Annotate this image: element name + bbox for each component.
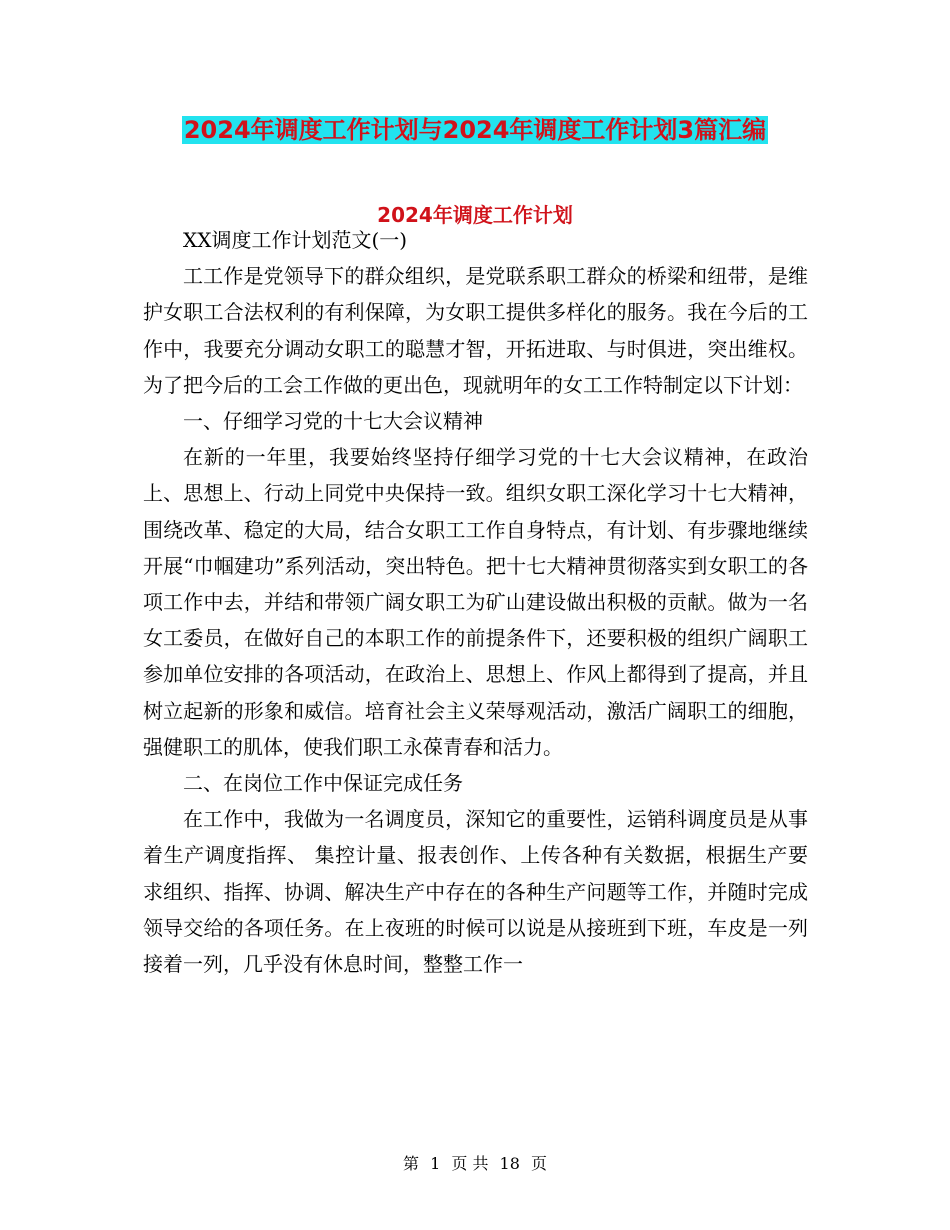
- subheading-template-title: XX调度工作计划范文(一): [183, 228, 408, 252]
- document-title-text: 2024年调度工作计划与2024年调度工作计划3篇汇编: [183, 116, 767, 144]
- paragraph-job-tasks: 在工作中，我做为一名调度员，深知它的重要性，运销科调度员是从事着生产调度指挥、 集控计量、报表创作、上传各种有关数据，根据生产要求组织、指挥、协调、解决生产中存在的各种生产问题等工作，并随时完成领导交给的各项任务。在上夜班的时候可以说是从接班到下班，车皮是一列接着一列，几乎没有休息时间，整整工作一: [143, 807, 808, 977]
- subheading-job-tasks: 二、在岗位工作中保证完成任务: [183, 771, 463, 796]
- footer-middle: 页 共: [451, 1154, 489, 1173]
- paragraph-study-spirit: 在新的一年里，我要始终坚持仔细学习党的十七大会议精神，在政治上、思想上、行动上同党中央保持一致。组织女职工深化学习十七大精神，围绕改革、稳定的大局，结合女职工工作自身特点，有计划、有步骤地继续开展“巾帼建功”系列活动，突出特色。把十七大精神贯彻落实到女职工的各项工作中去，并结和带领广阔女职工为矿山建设做出积极的贡献。做为一名女工委员，在做好自己的本职工作的前提条件下，还要积极的组织广阔职工参加单位安排的各项活动，在政治上、思想上、作风上都得到了提高，并且树立起新的形象和威信。培育社会主义荣辱观活动，激活广阔职工的细胞，强健职工的肌体，使我们职工永葆青春和活力。: [143, 445, 808, 759]
- page-footer: [0, 1152, 950, 1176]
- footer-total-pages: 18: [499, 1154, 520, 1173]
- footer-suffix: 页: [531, 1154, 548, 1173]
- footer-page-number: 1: [430, 1154, 441, 1173]
- document-title: [0, 112, 950, 148]
- footer-prefix: 第: [402, 1154, 419, 1173]
- document-body: [143, 222, 808, 982]
- subheading-study-spirit: 一、仔细学习党的十七大会议精神: [183, 409, 483, 434]
- section-title: 2024年调度工作计划: [377, 203, 573, 227]
- paragraph-intro: 工工作是党领导下的群众组织，是党联系职工群众的桥梁和纽带，是维护女职工合法权利的有利保障，为女职工提供多样化的服务。我在今后的工作中，我要充分调动女职工的聪慧才智，开拓进取、与时俱进，突出维权。为了把今后的工会工作做的更出色，现就明年的女工工作特制定以下计划：: [143, 264, 808, 397]
